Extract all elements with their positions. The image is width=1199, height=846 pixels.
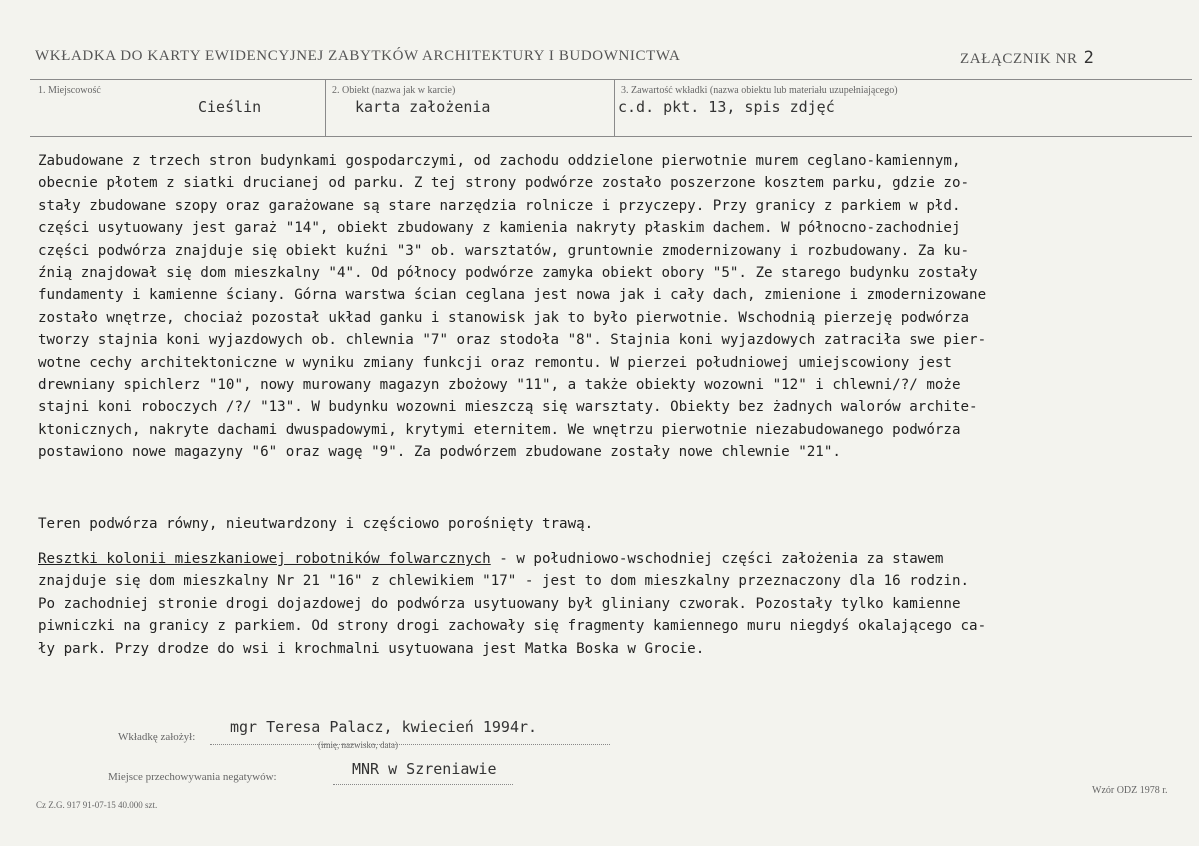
box-divider-2 <box>614 79 615 136</box>
text-line: fundamenty i kamienne ściany. Górna warstwa ścian ceglana jest nowa jak i cały dach, zmienione i zmodernizowane <box>38 287 987 304</box>
paragraph-workers-colony <box>38 548 1168 660</box>
text-line: wotne cechy architektoniczne w wyniku zmiany funkcji oraz remontu. W pierzei południowej umiejscowiony jest <box>38 354 952 371</box>
print-info: Cz Z.G. 917 91-07-15 40.000 szt. <box>36 800 158 810</box>
text-line: części usytuowany jest garaż "14", obiekt zbudowany z kamienia nakryty płaskim dachem. W północno-zachodniej <box>38 220 961 237</box>
storage-value: MNR w Szreniawie <box>352 760 497 778</box>
box-content-label: 3. Zawartość wkładki (nazwa obiektu lub materiału uzupełniającego) <box>621 85 898 96</box>
section-heading: Resztki kolonii mieszkaniowej robotników folwarcznych <box>38 551 491 567</box>
storage-dotted-line <box>333 784 513 785</box>
paragraph-yard-ground <box>38 513 1168 535</box>
text-line: części podwórza znajduje się obiekt kuźni "3" ob. warsztatów, gruntownie zmodernizowany i rozbudowany. Za ku- <box>38 242 970 259</box>
text-line <box>38 548 1168 570</box>
author-dotted-line <box>210 744 610 745</box>
author-value: mgr Teresa Palacz, kwiecień 1994r. <box>230 718 538 736</box>
text-line: stały zbudowane szopy oraz garażowane są stare narzędzia rolnicze i przyczepy. Przy granicy z parkiem w płd. <box>38 197 961 214</box>
text-line: Zabudowane z trzech stron budynkami gospodarczymi, od zachodu oddzielone pierwotnie murem ceglano-kamiennym, <box>38 153 961 169</box>
text-line: zostało wnętrze, chociaż pozostał układ ganku i stanowisk jak to było pierwotnie. Wschodnią pierzeję podwórza <box>38 309 970 326</box>
box-object-label: 2. Obiekt (nazwa jak w karcie) <box>332 85 456 96</box>
text-line: obecnie płotem z siatki drucianej od parku. Z tej strony podwórze zostało poszerzone kosztem parku, gdzie zo- <box>38 175 970 192</box>
author-hint: (imię, nazwisko, data) <box>318 740 398 750</box>
paragraph-farmyard <box>38 150 1168 464</box>
box-locality-value: Cieślin <box>198 98 262 116</box>
attachment-label <box>960 48 1094 68</box>
text-line: Teren podwórza równy, nieutwardzony i częściowo porośnięty trawą. <box>38 516 594 532</box>
text-line: postawiono nowe magazyny "6" oraz wagę "9". Za podwórzem zbudowane zostały nowe chlewnie "21". <box>38 444 841 461</box>
text-line: źnią znajdował się dom mieszkalny "4". Od północy podwórze zamyka obiekt obory "5". Ze starego budynku zostały <box>38 265 978 282</box>
form-title: WKŁADKA DO KARTY EWIDENCYJNEJ ZABYTKÓW ARCHITEKTURY I BUDOWNICTWA <box>35 48 681 64</box>
text-line: stajni koni roboczych /?/ "13". W budynku wozowni mieszczą się warsztaty. Obiekty bez żadnych walorów archite- <box>38 399 978 416</box>
box-object-value: karta założenia <box>355 98 491 116</box>
text-line: Po zachodniej stronie drogi dojazdowej do podwórza usytuowany był gliniany czworak. Pozostały tylko kamienne <box>38 595 961 612</box>
header-rule-top <box>30 79 1192 80</box>
text-line: ktonicznych, nakryte dachami dwuspadowymi, krytymi eternitem. We wnętrzu pierwotnie niezabudowanego podwórza <box>38 421 961 438</box>
form-info: Wzór ODZ 1978 r. <box>1092 785 1168 796</box>
attachment-label-text: ZAŁĄCZNIK NR <box>960 51 1078 67</box>
text-line: ły park. Przy drodze do wsi i krochmalni usytuowana jest Matka Boska w Grocie. <box>38 640 705 657</box>
author-label: Wkładkę założył: <box>118 731 196 743</box>
box-locality-label: 1. Miejscowość <box>38 85 101 96</box>
box-content-value: c.d. pkt. 13, spis zdjęć <box>618 98 835 116</box>
box-divider-1 <box>325 79 326 136</box>
text-line: znajduje się dom mieszkalny Nr 21 "16" z chlewikiem "17" - jest to dom mieszkalny przeznaczony dla 16 rodzin. <box>38 573 970 590</box>
text-segment: - w południowo-wschodniej części założenia za stawem <box>490 551 944 567</box>
text-line: piwniczki na granicy z parkiem. Od strony drogi zachowały się fragmenty kamiennego muru niegdyś okalającego ca- <box>38 618 987 635</box>
header-rule-bottom <box>30 136 1192 137</box>
text-line: drewniany spichlerz "10", nowy murowany magazyn zbożowy "11", a także obiekty wozowni "12" i chlewni/?/ może <box>38 377 961 394</box>
storage-label: Miejsce przechowywania negatywów: <box>108 771 277 783</box>
attachment-number: 2 <box>1083 48 1095 68</box>
text-line: tworzy stajnia koni wyjazdowych ob. chlewnia "7" oraz stodoła "8". Stajnia koni wyjazdowych zatraciła swe pier- <box>38 332 987 349</box>
